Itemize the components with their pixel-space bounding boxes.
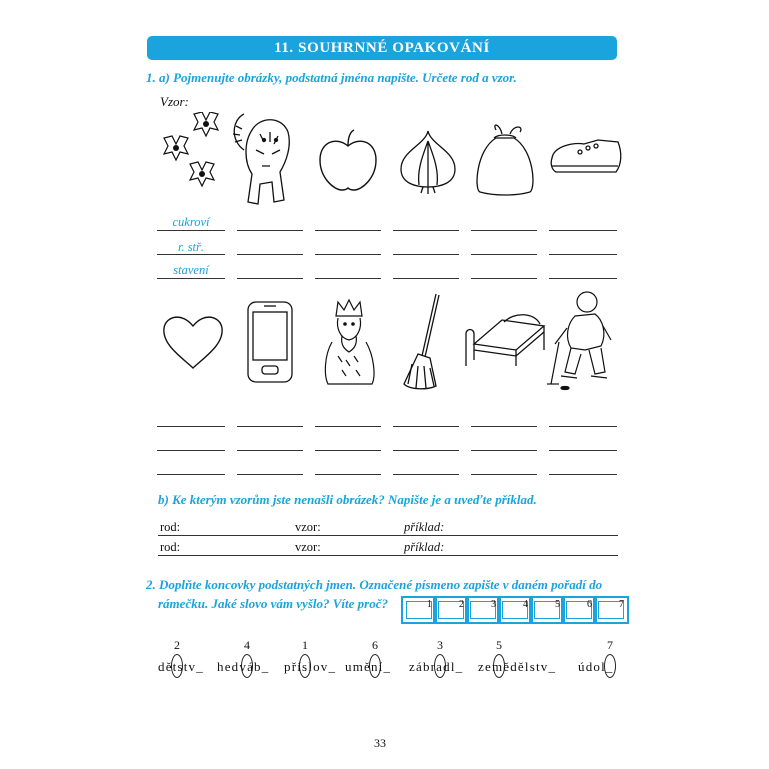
stars-icon [158,112,220,198]
example-word: cukroví [172,215,210,229]
king-icon [318,296,380,386]
fill-word[interactable]: příslov_ [284,659,337,674]
answer-box-1[interactable]: 1 [401,596,437,624]
word-number: 6 [372,638,378,652]
priklad-label: příklad: [404,540,445,554]
task1b-instruction: b) Ke kterým vzorům jste nenašli obrázek? Napište je a uveďte příklad. [158,492,537,507]
answer-box-4[interactable]: 4 [497,596,533,624]
word-number: 7 [607,638,613,652]
vzor-label: Vzor: [160,94,189,109]
example-rod: r. stř. [177,240,205,254]
priklad-label: příklad: [404,520,445,534]
fill-word[interactable]: umění_ [345,659,392,674]
tiger-icon [230,110,300,210]
fill-word[interactable]: zábradl_ [409,659,464,674]
answer-box-6[interactable]: 6 [561,596,597,624]
word-number: 3 [437,638,443,652]
apple-icon [316,128,380,194]
vzor-label-row: vzor: [295,540,321,554]
shoe-icon [548,132,624,180]
rod-label: rod: [160,540,181,554]
word-number: 2 [174,638,180,652]
task1a-instruction: 1. a) Pojmenujte obrázky, podstatná jména napište. Určete rod a vzor. [146,70,517,85]
answer-box-5[interactable]: 5 [529,596,565,624]
page-number: 33 [374,736,386,750]
bed-icon [462,310,548,368]
fill-word[interactable]: hedváb_ [217,659,270,674]
word-number: 5 [496,638,502,652]
hockey-player-icon [545,288,621,394]
heart-icon [160,312,226,372]
word-number: 1 [302,638,308,652]
example-vzor: stavení [173,263,209,277]
fill-word[interactable]: údol_ [578,659,614,674]
answer-box-2[interactable]: 2 [433,596,469,624]
task2-instruction-line1: 2. Doplňte koncovky podstatných jmen. Označené písmeno zapište v daném pořadí do [146,577,603,592]
task2-instruction-line2: rámečku. Jaké slovo vám vyšlo? Víte proč? [158,596,388,611]
sack-icon [470,120,540,196]
onion-icon [395,125,461,195]
broom-icon [400,292,442,392]
fill-word[interactable]: dětstv_ [158,659,204,674]
fill-word[interactable]: zemědělstv_ [478,659,557,674]
phone-icon [244,300,296,384]
answer-box-3[interactable]: 3 [465,596,501,624]
answer-box-7[interactable]: 7 [593,596,629,624]
page-title: 11. SOUHRNNÉ OPAKOVÁNÍ [147,36,617,60]
word-number: 4 [244,638,250,652]
rod-label: rod: [160,520,181,534]
vzor-label-row: vzor: [295,520,321,534]
